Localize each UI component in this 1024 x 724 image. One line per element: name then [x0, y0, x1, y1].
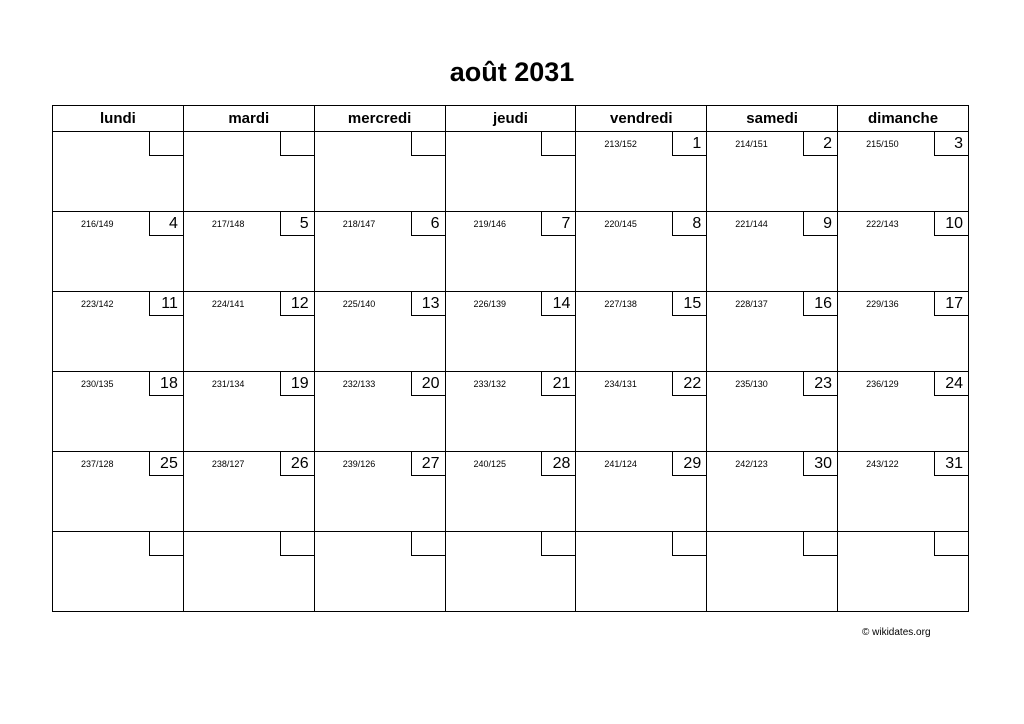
- day-number: 26: [280, 452, 314, 476]
- credit-text: © wikidates.org: [862, 627, 931, 638]
- day-ordinal: 236/129: [866, 379, 899, 389]
- day-ordinal: 215/150: [866, 139, 899, 149]
- day-number: 15: [672, 292, 706, 316]
- day-number: 16: [803, 292, 837, 316]
- day-cell[interactable]: [576, 452, 707, 532]
- day-number: 1: [672, 132, 706, 156]
- weekday-header-row: [53, 106, 969, 132]
- day-cell[interactable]: [707, 372, 838, 452]
- day-cell[interactable]: [183, 532, 314, 612]
- day-cell[interactable]: [183, 212, 314, 292]
- day-cell[interactable]: [314, 532, 445, 612]
- day-number: 8: [672, 212, 706, 236]
- day-number: 19: [280, 372, 314, 396]
- day-cell[interactable]: [314, 372, 445, 452]
- day-cell[interactable]: [445, 132, 576, 212]
- day-number: 20: [411, 372, 445, 396]
- weekday-header: lundi: [53, 106, 184, 132]
- day-ordinal: 222/143: [866, 219, 899, 229]
- day-ordinal: 225/140: [342, 299, 376, 309]
- day-number: [411, 532, 445, 556]
- day-cell[interactable]: [576, 292, 707, 372]
- day-cell[interactable]: [707, 292, 838, 372]
- weekday-header: mardi: [183, 106, 314, 132]
- day-ordinal: 239/126: [342, 459, 376, 469]
- day-cell[interactable]: [53, 292, 184, 372]
- day-cell[interactable]: [183, 292, 314, 372]
- week-row: [53, 532, 969, 612]
- day-number: 22: [672, 372, 706, 396]
- day-number: [541, 132, 575, 156]
- day-cell[interactable]: [53, 372, 184, 452]
- day-cell[interactable]: [445, 452, 576, 532]
- day-number: 31: [934, 452, 968, 476]
- day-number: 28: [541, 452, 575, 476]
- day-number: 3: [934, 132, 968, 156]
- day-ordinal: 224/141: [211, 299, 245, 309]
- day-cell[interactable]: [707, 132, 838, 212]
- week-row: [53, 372, 969, 452]
- day-cell[interactable]: [838, 292, 969, 372]
- day-number: 18: [149, 372, 183, 396]
- day-cell[interactable]: [838, 212, 969, 292]
- day-number: 7: [541, 212, 575, 236]
- day-number: 21: [541, 372, 575, 396]
- day-cell[interactable]: [445, 212, 576, 292]
- weekday-header: samedi: [707, 106, 838, 132]
- day-number: [803, 532, 837, 556]
- day-cell[interactable]: [183, 132, 314, 212]
- day-ordinal: 218/147: [342, 219, 376, 229]
- week-row: [53, 452, 969, 532]
- calendar-grid: [52, 105, 969, 612]
- day-ordinal: 243/122: [866, 459, 899, 469]
- day-cell[interactable]: [314, 292, 445, 372]
- day-ordinal: 217/148: [211, 219, 245, 229]
- day-cell[interactable]: [838, 132, 969, 212]
- week-row: [53, 132, 969, 212]
- day-ordinal: 219/146: [473, 219, 507, 229]
- day-ordinal: 232/133: [342, 379, 376, 389]
- day-ordinal: 237/128: [81, 459, 114, 469]
- day-ordinal: 240/125: [473, 459, 507, 469]
- day-ordinal: 242/123: [735, 459, 768, 469]
- weekday-header: vendredi: [576, 106, 707, 132]
- day-number: [934, 532, 968, 556]
- day-number: [149, 132, 183, 156]
- day-ordinal: 241/124: [604, 459, 637, 469]
- day-ordinal: 234/131: [604, 379, 637, 389]
- day-cell[interactable]: [838, 532, 969, 612]
- day-cell[interactable]: [314, 212, 445, 292]
- day-ordinal: 228/137: [735, 299, 768, 309]
- day-cell[interactable]: [707, 532, 838, 612]
- day-number: 9: [803, 212, 837, 236]
- day-number: 4: [149, 212, 183, 236]
- day-number: 6: [411, 212, 445, 236]
- day-cell[interactable]: [576, 212, 707, 292]
- week-row: [53, 212, 969, 292]
- day-cell[interactable]: [576, 532, 707, 612]
- day-number: 13: [411, 292, 445, 316]
- page-title: août 2031: [449, 57, 575, 87]
- day-number: [411, 132, 445, 156]
- day-number: 10: [934, 212, 968, 236]
- day-cell[interactable]: [53, 132, 184, 212]
- day-cell[interactable]: [314, 452, 445, 532]
- day-ordinal: 229/136: [866, 299, 899, 309]
- weekday-header: dimanche: [838, 106, 969, 132]
- day-ordinal: 226/139: [473, 299, 507, 309]
- day-cell[interactable]: [576, 132, 707, 212]
- day-cell[interactable]: [838, 372, 969, 452]
- day-number: 11: [149, 292, 183, 316]
- day-cell[interactable]: [53, 532, 184, 612]
- day-number: [280, 532, 314, 556]
- day-ordinal: 235/130: [735, 379, 768, 389]
- day-ordinal: 233/132: [473, 379, 507, 389]
- day-ordinal: 216/149: [81, 219, 114, 229]
- day-cell[interactable]: [707, 452, 838, 532]
- day-ordinal: 227/138: [604, 299, 637, 309]
- day-number: 14: [541, 292, 575, 316]
- day-number: 24: [934, 372, 968, 396]
- day-number: [541, 532, 575, 556]
- day-cell[interactable]: [445, 372, 576, 452]
- day-number: 2: [803, 132, 837, 156]
- day-number: 5: [280, 212, 314, 236]
- day-cell[interactable]: [53, 452, 184, 532]
- day-cell[interactable]: [576, 372, 707, 452]
- weekday-header: mercredi: [314, 106, 445, 132]
- day-number: 12: [280, 292, 314, 316]
- day-number: [280, 132, 314, 156]
- day-number: 29: [672, 452, 706, 476]
- day-number: 30: [803, 452, 837, 476]
- day-cell[interactable]: [183, 452, 314, 532]
- calendar-body: [53, 132, 969, 612]
- day-number: [149, 532, 183, 556]
- day-ordinal: 214/151: [735, 139, 768, 149]
- day-ordinal: 230/135: [81, 379, 114, 389]
- day-ordinal: 223/142: [81, 299, 114, 309]
- week-row: [53, 292, 969, 372]
- day-cell[interactable]: [445, 532, 576, 612]
- day-cell[interactable]: [838, 452, 969, 532]
- weekday-header: jeudi: [445, 106, 576, 132]
- day-cell[interactable]: [445, 292, 576, 372]
- day-cell[interactable]: [183, 372, 314, 452]
- day-number: 17: [934, 292, 968, 316]
- day-ordinal: 221/144: [735, 219, 768, 229]
- day-number: 27: [411, 452, 445, 476]
- day-cell[interactable]: [707, 212, 838, 292]
- day-ordinal: 213/152: [604, 139, 637, 149]
- day-ordinal: 238/127: [211, 459, 245, 469]
- day-ordinal: 220/145: [604, 219, 637, 229]
- day-ordinal: 231/134: [211, 379, 245, 389]
- day-cell[interactable]: [314, 132, 445, 212]
- day-number: 23: [803, 372, 837, 396]
- day-number: 25: [149, 452, 183, 476]
- day-number: [672, 532, 706, 556]
- day-cell[interactable]: [53, 212, 184, 292]
